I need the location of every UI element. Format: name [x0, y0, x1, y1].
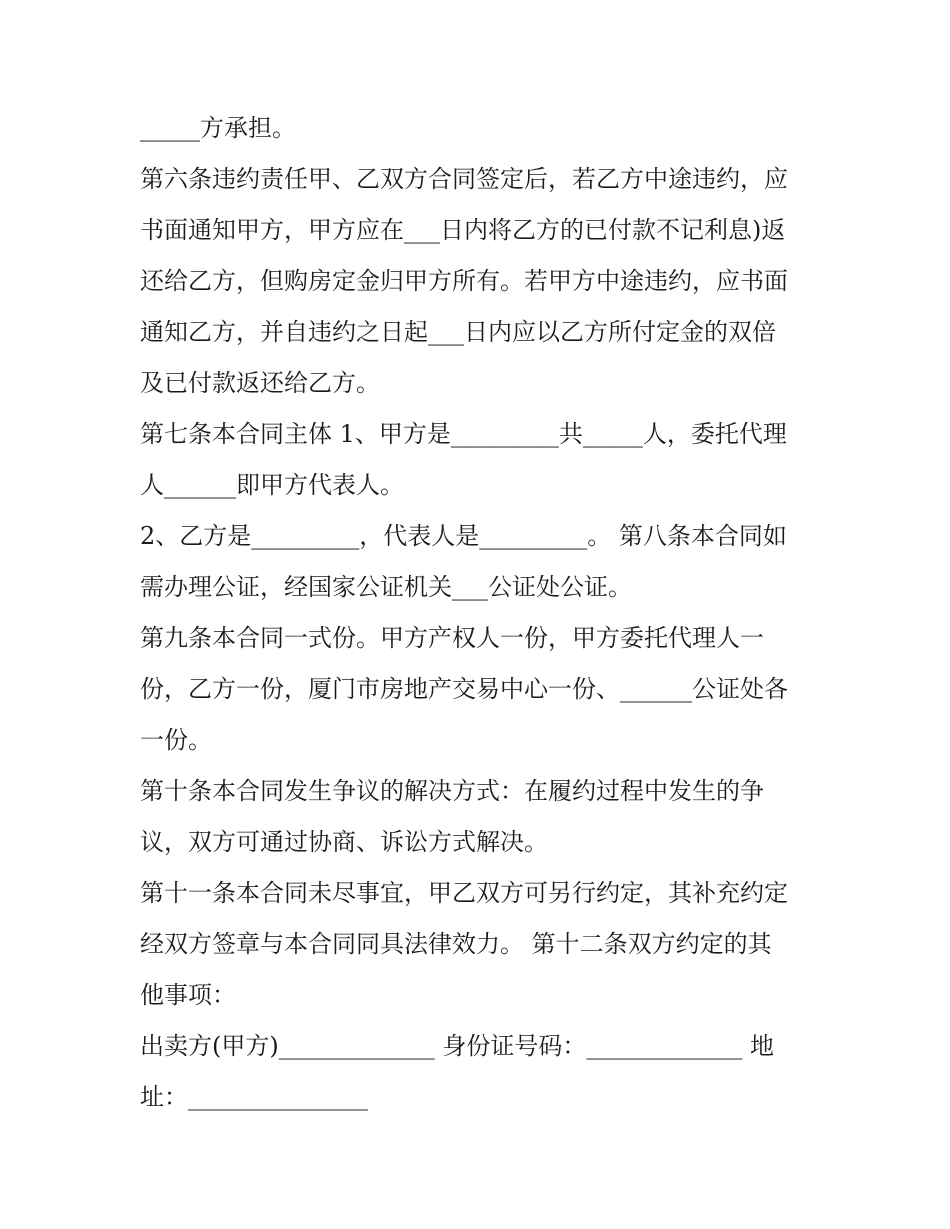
text-line: 份，乙方一份，厦门市房地产交易中心一份、______公证处各	[140, 675, 788, 703]
text-line: 通知乙方，并自违约之日起___日内应以乙方所付定金的双倍	[140, 318, 776, 346]
text-line: 及已付款返还给乙方。	[140, 369, 380, 397]
document-body	[140, 103, 820, 1123]
paragraph-article-6-breach	[140, 154, 820, 409]
text-line: 2、乙方是_________，代表人是_________。 第八条本合同如	[140, 522, 787, 550]
text-line: 第十条本合同发生争议的解决方式：在履约过程中发生的争	[140, 777, 764, 805]
text-line: 还给乙方，但购房定金归甲方所有。若甲方中途违约，应书面	[140, 267, 788, 295]
text-line: 址：_______________	[140, 1083, 368, 1111]
text-line: 出卖方(甲方)_____________ 身份证号码：_____________ 地	[140, 1032, 774, 1060]
text-line: 一份。	[140, 726, 212, 754]
text-line: 第七条本合同主体 1、甲方是_________共_____人，委托代理	[140, 420, 787, 448]
paragraph-article-11-12-supplementary	[140, 868, 820, 1021]
paragraph-article-7-parties	[140, 409, 820, 511]
paragraph-article-8-notarization	[140, 511, 820, 613]
text-line: 人______即甲方代表人。	[140, 471, 404, 499]
text-line: 第九条本合同一式份。甲方产权人一份，甲方委托代理人一	[140, 624, 764, 652]
paragraph-article-9-copies	[140, 613, 820, 766]
text-line: 第十一条本合同未尽事宜，甲乙双方可另行约定，其补充约定	[140, 879, 788, 907]
text-line: 第六条违约责任甲、乙双方合同签定后，若乙方中途违约，应	[140, 165, 788, 193]
text-line: 他事项：	[140, 981, 236, 1009]
text-line: 需办理公证，经国家公证机关___公证处公证。	[140, 573, 632, 601]
paragraph-fee-bearer	[140, 103, 820, 154]
text-line: 经双方签章与本合同同具法律效力。 第十二条双方约定的其	[140, 930, 772, 958]
paragraph-seller-signature-block	[140, 1021, 820, 1123]
text-line: _____方承担。	[140, 114, 296, 142]
paragraph-article-10-disputes	[140, 766, 820, 868]
text-line: 书面通知甲方，甲方应在___日内将乙方的已付款不记利息)返	[140, 216, 786, 244]
text-line: 议，双方可通过协商、诉讼方式解决。	[140, 828, 548, 856]
